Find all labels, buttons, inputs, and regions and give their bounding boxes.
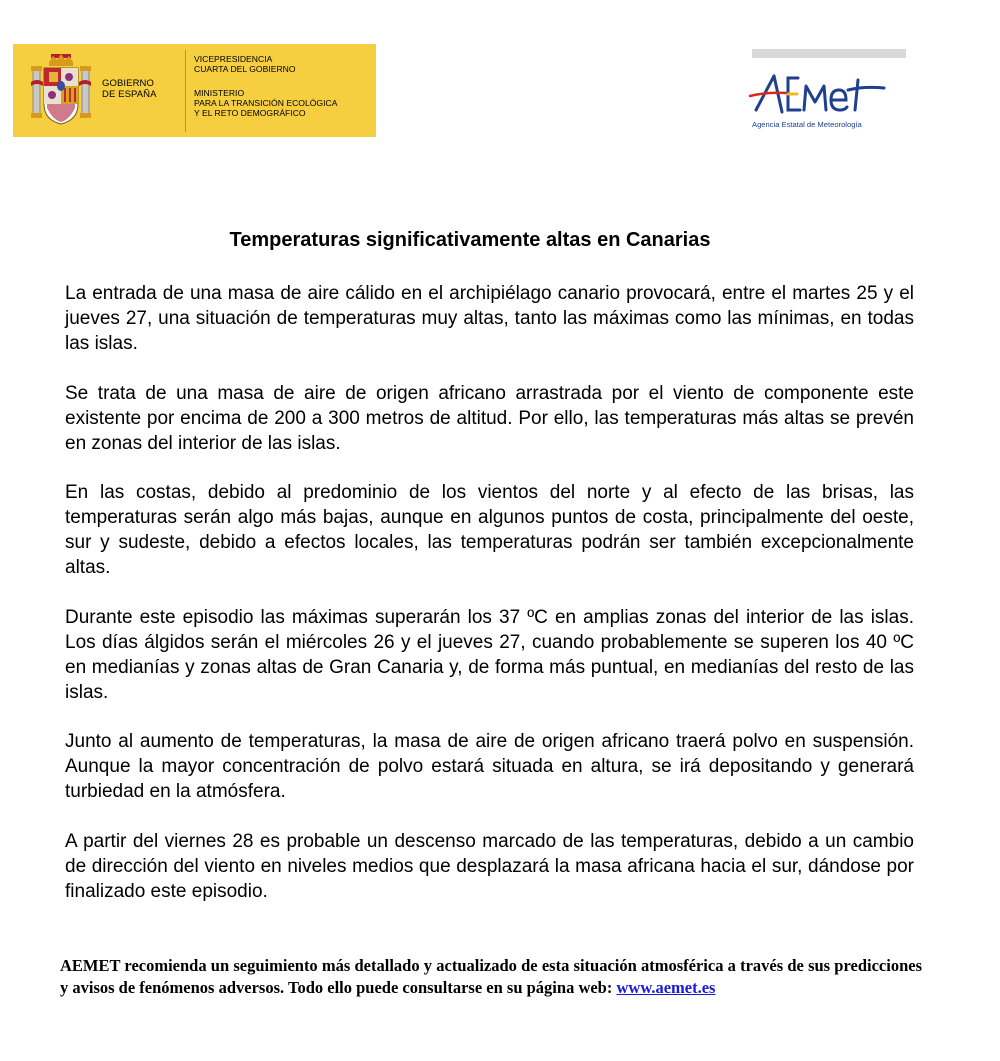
ministry-line: PARA LA TRANSICIÓN ECOLÓGICA (194, 98, 338, 108)
paragraph: Durante este episodio las máximas superarán los 37 ºC en amplias zonas del interior de las islas. Los días álgidos serán el miércoles 26 y el jueves 27, cuando probablemente se superen los 40 ºC en medianías y zonas altas de Gran Canaria y, de forma más puntual, en medianías del resto de las islas. (65, 606, 914, 703)
ministry-name (194, 54, 337, 118)
government-name (102, 78, 157, 100)
government-logo-banner (13, 44, 376, 137)
aemet-header-bar (752, 49, 906, 58)
paragraph: A partir del viernes 28 es probable un descenso marcado de las temperaturas, debido a un cambio de dirección del viento en niveles medios que desplazará la masa africana hacia el sur, dándose por finalizado este episodio. (65, 830, 914, 902)
footer-text: AEMET recomienda un seguimiento más detallado y actualizado de esta situación atmosférica a través de sus predicciones y avisos de fenómenos adversos. Todo ello puede consultarse en su página web: (60, 956, 922, 997)
footer-note (60, 955, 922, 998)
vicepresidency-line: VICEPRESIDENCIA (194, 54, 273, 64)
ministry-line: MINISTERIO (194, 88, 245, 98)
aemet-website-link[interactable]: www.aemet.es (616, 977, 716, 997)
ministry-line: Y EL RETO DEMOGRÁFICO (194, 108, 306, 118)
paragraph: Se trata de una masa de aire de origen africano arrastrada por el viento de componente este existente por encima de 200 a 300 metros de altitud. Por ello, las temperaturas más altas se prevén en zonas del interior de las islas. (65, 382, 914, 454)
aemet-caption: Agencia Estatal de Meteorología (752, 120, 862, 129)
coat-of-arms-icon (29, 52, 93, 128)
aemet-logo (748, 66, 888, 128)
paragraph: La entrada de una masa de aire cálido en el archipiélago canario provocará, entre el martes 25 y el jueves 27, una situación de temperaturas muy altas, tanto las máximas como las mínimas, en todas las islas. (65, 283, 914, 354)
logo-divider (185, 50, 186, 132)
paragraph: Junto al aumento de temperaturas, la masa de aire de origen africano traerá polvo en suspensión. Aunque la mayor concentración de polvo estará situada en altura, se irá depositando y generará turbiedad en la atmósfera. (65, 731, 914, 802)
government-name-line: GOBIERNO (102, 78, 155, 89)
vicepresidency-line: CUARTA DEL GOBIERNO (194, 64, 296, 74)
document-body (65, 281, 914, 928)
government-name-line: DE ESPAÑA (102, 89, 157, 100)
document-title: Temperaturas significativamente altas en Canarias (229, 229, 711, 251)
paragraph: En las costas, debido al predominio de los vientos del norte y al efecto de las brisas, las temperaturas serán algo más bajas, aunque en algunos puntos de costa, principalmente del oeste, sur y sudeste, debido a efectos locales, las temperaturas podrán ser también excepcionalmente altas. (65, 482, 914, 578)
